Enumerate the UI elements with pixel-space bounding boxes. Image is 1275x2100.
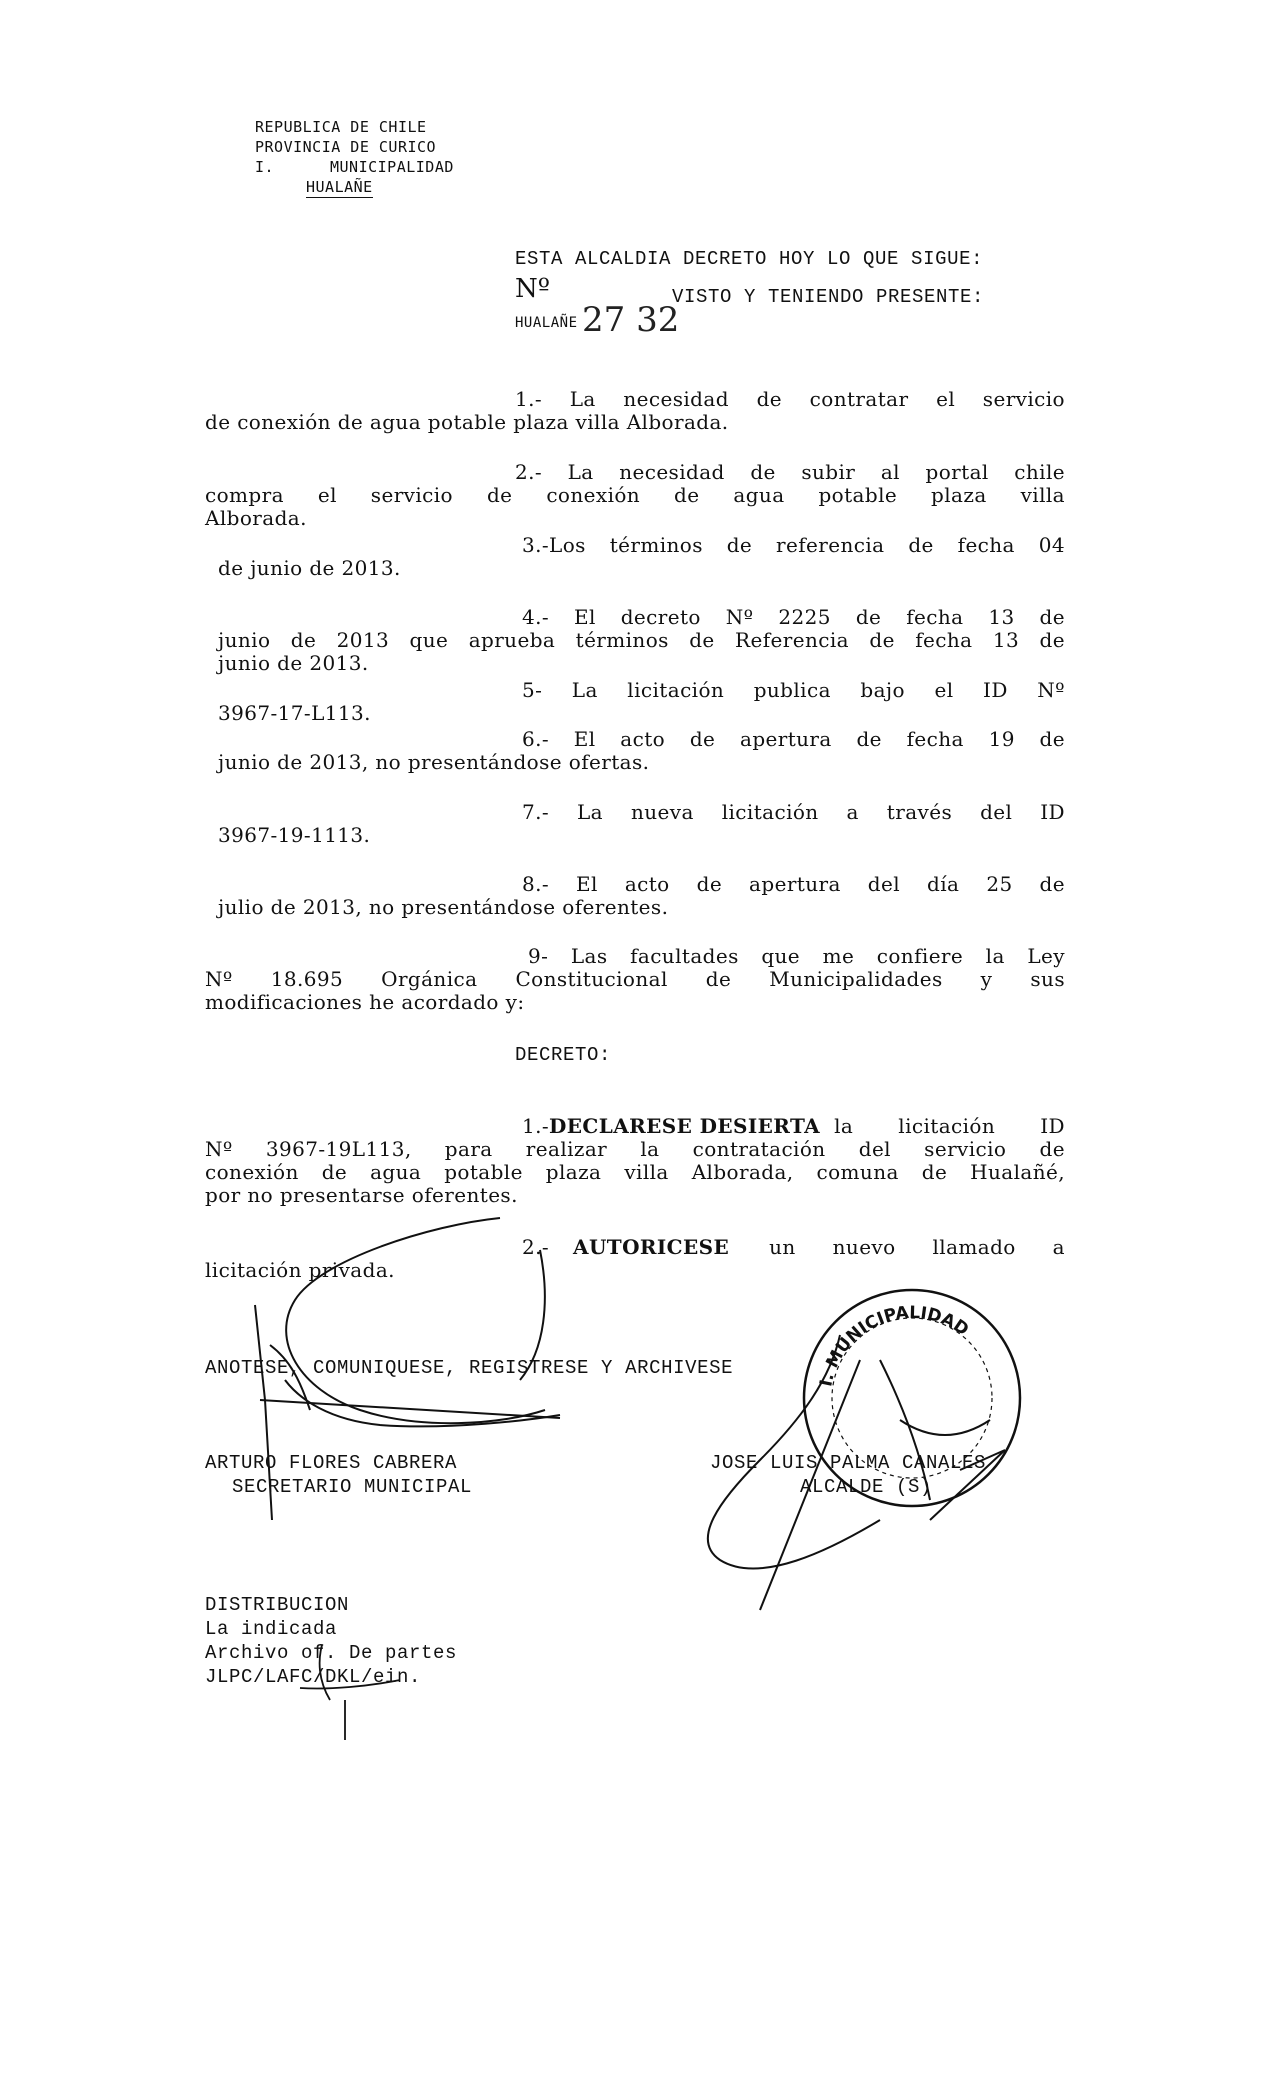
- header-municipality: MUNICIPALIDAD: [330, 158, 454, 176]
- consideration-6-line-2: junio de 2013, no presentándose ofertas.: [218, 750, 650, 774]
- consideration-2-line-2: compra el servicio de conexión de agua potable plaza villa: [205, 483, 1065, 507]
- consideration-5-line-1: 5- La licitación publica bajo el ID Nº: [522, 678, 1065, 702]
- header-province: PROVINCIA DE CURICO: [255, 138, 437, 156]
- consideration-4-line-2: junio de 2013 que aprueba términos de Referencia de fecha 13 de: [218, 628, 1065, 652]
- resolution-2-bold: AUTORICESE: [573, 1235, 730, 1259]
- consideration-2-line-3: Alborada.: [205, 506, 307, 530]
- consideration-4-line-1: 4.- El decreto Nº 2225 de fecha 13 de: [522, 605, 1065, 629]
- distribution-title: DISTRIBUCION: [205, 1594, 350, 1616]
- consideration-3-line-2: de junio de 2013.: [218, 556, 401, 580]
- consideration-7-line-1: 7.- La nueva licitación a través del ID: [522, 800, 1065, 824]
- consideration-1-line-1: 1.- La necesidad de contratar el servicio: [515, 387, 1065, 411]
- consideration-5-line-2: 3967-17-L113.: [218, 701, 371, 725]
- resolution-2-number: 2.-: [522, 1235, 550, 1259]
- consideration-3-line-1: 3.-Los términos de referencia de fecha 04: [522, 533, 1065, 557]
- consideration-4-line-3: junio de 2013.: [218, 651, 369, 675]
- consideration-9-line-3: modificaciones he acordado y:: [205, 990, 525, 1014]
- resolution-1-line-1: [522, 1114, 1065, 1138]
- resolution-1-line-4: por no presentarse oferentes.: [205, 1183, 518, 1207]
- visto-heading: VISTO Y TENIENDO PRESENTE:: [672, 286, 985, 308]
- resolution-2-line-2: licitación privada.: [205, 1258, 395, 1282]
- consideration-1-line-2: de conexión de agua potable plaza villa Alborada.: [205, 410, 729, 434]
- resolution-1-line-2: Nº 3967-19L113, para realizar la contratación del servicio de: [205, 1137, 1065, 1161]
- consideration-9-line-1: 9- Las facultades que me confiere la Ley: [528, 944, 1065, 968]
- resolution-1-rest: la licitación ID: [834, 1114, 1065, 1138]
- mayor-title: ALCALDE (S): [800, 1476, 933, 1498]
- place-stamp: HUALAÑE: [515, 315, 578, 331]
- resolution-1-number: 1.-: [522, 1114, 550, 1138]
- consideration-8-line-1: 8.- El acto de apertura del día 25 de: [522, 872, 1065, 896]
- header-commune: HUALAÑE: [306, 178, 373, 196]
- distribution-line-2: Archivo of. De partes: [205, 1642, 458, 1664]
- distribution-line-1: La indicada: [205, 1618, 338, 1640]
- resolution-2-rest: un nuevo llamado a: [769, 1235, 1065, 1259]
- secretary-name: ARTURO FLORES CABRERA: [205, 1452, 458, 1474]
- header-prefix: I.: [255, 158, 275, 176]
- decree-number-label: Nº: [515, 274, 550, 304]
- consideration-7-line-2: 3967-19-1113.: [218, 823, 371, 847]
- consideration-6-line-1: 6.- El acto de apertura de fecha 19 de: [522, 727, 1065, 751]
- resolution-1-bold: DECLARESE DESIERTA: [549, 1114, 821, 1138]
- closing-formula: ANOTESE, COMUNIQUESE, REGISTRESE Y ARCHIVESE: [205, 1357, 734, 1379]
- consideration-9-line-2: Nº 18.695 Orgánica Constitucional de Municipalidades y sus: [205, 967, 1065, 991]
- resolution-2-line-1: [522, 1235, 1065, 1259]
- handwritten-decree-number: 27 32: [582, 300, 680, 340]
- decreto-heading: DECRETO:: [515, 1044, 612, 1066]
- mayor-name: JOSE LUIS PALMA CANALES: [710, 1452, 987, 1474]
- consideration-2-line-1: 2.- La necesidad de subir al portal chile: [515, 460, 1065, 484]
- consideration-8-line-2: julio de 2013, no presentándose oferentes.: [218, 895, 669, 919]
- header-republic: REPUBLICA DE CHILE: [255, 118, 427, 136]
- resolution-1-line-3: conexión de agua potable plaza villa Alborada, comuna de Hualañé,: [205, 1160, 1065, 1184]
- secretary-title: SECRETARIO MUNICIPAL: [232, 1476, 473, 1498]
- distribution-line-3: JLPC/LAFC/DKL/ein.: [205, 1666, 422, 1688]
- decree-intro: ESTA ALCALDIA DECRETO HOY LO QUE SIGUE:: [515, 248, 984, 270]
- seal-text: I. MUNICIPALIDAD: [816, 1302, 973, 1389]
